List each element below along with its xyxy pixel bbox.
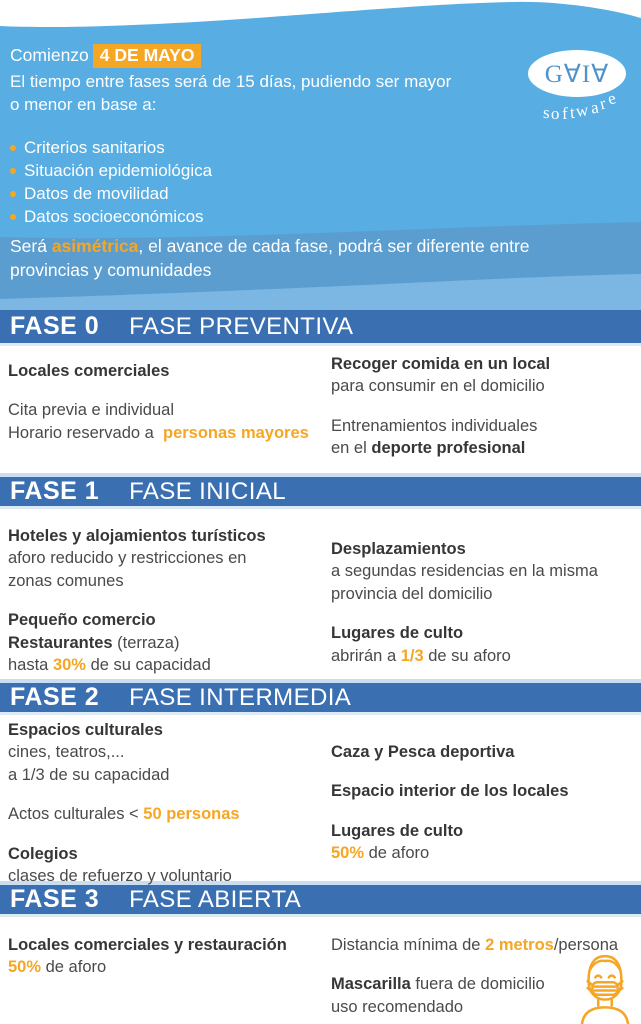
logo-subtitle-letter: e: [604, 88, 618, 109]
text-line: [8, 570, 323, 592]
fase-0-right-column: [331, 353, 633, 477]
text-segment: 2 metros: [485, 936, 554, 954]
text-segment: fuera de domicilio: [410, 975, 545, 994]
text-segment: de aforo: [364, 844, 430, 863]
text-segment: hasta: [8, 656, 53, 675]
logo-subtitle-letter: r: [597, 93, 608, 114]
text-segment: 50%: [331, 844, 365, 863]
text-segment: Entrenamientos individuales: [331, 416, 538, 435]
text-segment: deporte profesional: [371, 439, 526, 458]
text-segment: Será: [10, 236, 52, 256]
text-line: [331, 415, 633, 437]
gaia-wordmark: G∀I∀: [544, 60, 610, 88]
text-line: [8, 741, 323, 763]
text-block: [8, 609, 323, 676]
text-line: [331, 780, 633, 802]
text-segment: abrirán a: [331, 646, 401, 665]
hero-line-1: El tiempo entre fases será de 15 días, pudiendo ser mayor: [10, 71, 452, 91]
text-block: [8, 525, 323, 592]
phase-name: FASE INTERMEDIA: [129, 683, 352, 711]
text-segment: 50 personas: [143, 805, 240, 824]
text-line: [8, 719, 323, 741]
text-line: [331, 583, 633, 605]
text-block: [8, 934, 323, 979]
text-segment: Espacio interior de los locales: [331, 782, 569, 801]
text-line: [331, 437, 633, 459]
bullet-dot-icon: [10, 191, 16, 197]
criteria-list: [10, 136, 451, 229]
text-segment: Locales comerciales y restauración: [8, 936, 287, 954]
text-segment: Restaurantes: [8, 633, 113, 652]
text-segment: a segundas residencias en la misma: [331, 562, 598, 581]
text-segment: 50%: [8, 958, 42, 977]
text-line: [8, 609, 323, 631]
text-segment: aforo reducido y restricciones en: [8, 549, 247, 568]
text-segment: en el: [331, 439, 372, 458]
phase-name: FASE INICIAL: [129, 477, 287, 505]
list-item: [10, 182, 451, 205]
text-segment: 1/3: [400, 646, 424, 665]
asymmetric-note-band: [0, 222, 641, 310]
text-line: [331, 538, 633, 560]
hero-section: [0, 0, 641, 310]
text-block: [331, 820, 633, 865]
text-segment: Espacios culturales: [8, 721, 163, 739]
text-segment: de aforo: [41, 958, 107, 977]
text-line: [331, 375, 633, 397]
hero-text: [10, 44, 451, 228]
text-line: [331, 820, 633, 842]
text-line: [8, 399, 323, 421]
text-block: [8, 399, 323, 444]
text-block: [331, 538, 633, 605]
list-item-label: Situación epidemiológica: [24, 160, 213, 180]
phase-code: FASE 0: [10, 312, 100, 340]
text-line: [8, 764, 323, 786]
text-segment: de su aforo: [423, 646, 511, 665]
face-mask-icon: [576, 950, 634, 1024]
bullet-dot-icon: [10, 214, 16, 220]
text-block: [331, 415, 633, 460]
bullet-dot-icon: [10, 168, 16, 174]
fase-2-right-column: [331, 741, 633, 882]
text-block: [8, 719, 323, 786]
top-wave-decoration: [0, 0, 641, 30]
logo-subtitle-letter: f: [561, 103, 568, 124]
text-segment: 30%: [52, 656, 86, 675]
text-segment: clases de refuerzo y voluntario: [8, 867, 232, 886]
text-segment: Pequeño comercio: [8, 611, 156, 630]
text-segment: Distancia mínima de: [331, 936, 486, 954]
phase-name: FASE ABIERTA: [129, 885, 302, 913]
text-line: [8, 360, 323, 382]
text-line: [8, 525, 323, 547]
text-line: [8, 632, 323, 654]
text-segment: zonas comunes: [8, 571, 124, 590]
logo-subtitle-letter: a: [588, 97, 600, 118]
text-block: [331, 622, 633, 667]
text-segment: Lugares de culto: [331, 821, 464, 840]
list-item: [10, 136, 451, 159]
text-segment: para consumir en el domicilio: [331, 377, 545, 396]
text-segment: de su capacidad: [85, 656, 211, 675]
text-block: [8, 803, 323, 825]
text-segment: Locales comerciales: [8, 362, 170, 380]
phase-code: FASE 1: [10, 477, 100, 505]
list-item-label: Criterios sanitarios: [24, 137, 165, 157]
text-line: [331, 842, 633, 864]
start-date-badge: 4 DE MAYO: [93, 44, 202, 68]
text-segment: Caza y Pesca deportiva: [331, 743, 515, 761]
logo-subtitle-letter: w: [575, 100, 590, 121]
text-segment: /persona: [553, 936, 619, 954]
text-line: [10, 235, 530, 259]
phase-code: FASE 3: [10, 885, 100, 913]
start-date-prefix: Comienzo: [10, 45, 89, 65]
text-segment: Horario reservado a: [8, 423, 163, 442]
text-block: [8, 843, 323, 888]
phase-bar-fase-1: [0, 473, 641, 509]
fase-1-left-column: [8, 525, 323, 693]
logo-subtitle-letter: t: [568, 102, 575, 123]
phase-name: FASE PREVENTIVA: [129, 312, 354, 340]
text-line: [8, 422, 323, 444]
text-block: [8, 360, 323, 382]
asymmetric-note-text: [10, 235, 530, 282]
start-date-line: [10, 44, 451, 68]
gaia-logo: [528, 50, 632, 124]
fase-2-left-column: [8, 719, 323, 904]
logo-subtitle-letter: s: [542, 102, 550, 123]
text-segment: Lugares de culto: [331, 624, 464, 643]
fase-0-left-column: [8, 360, 323, 461]
text-segment: Cita previa e individual: [8, 401, 175, 420]
text-segment: Colegios: [8, 844, 78, 863]
text-line: [331, 645, 633, 667]
text-line: [331, 622, 633, 644]
text-segment: personas mayores: [163, 423, 309, 442]
text-segment: (terraza): [112, 633, 180, 652]
text-line: [8, 956, 323, 978]
fase-3-left-column: [8, 934, 323, 996]
text-line: [331, 560, 633, 582]
text-segment: cines, teatros,...: [8, 743, 125, 762]
text-line: [10, 259, 530, 283]
text-line: [331, 353, 633, 375]
text-line: [8, 843, 323, 865]
list-item-label: Datos socioeconómicos: [24, 207, 204, 227]
fase-1-right-column: [331, 538, 633, 684]
list-item: [10, 159, 451, 182]
text-line: [8, 547, 323, 569]
text-segment: Recoger comida en un local: [331, 355, 551, 373]
text-segment: uso recomendado: [331, 997, 464, 1016]
text-segment: Desplazamientos: [331, 540, 466, 558]
text-line: [8, 934, 323, 956]
text-line: [8, 865, 323, 887]
list-item-label: Datos de movilidad: [24, 183, 169, 203]
text-segment: asimétrica: [51, 236, 139, 256]
text-block: [331, 353, 633, 398]
phase-code: FASE 2: [10, 683, 100, 711]
text-segment: Mascarilla: [331, 975, 411, 994]
logo-subtitle-letter: o: [551, 103, 561, 124]
text-segment: Actos culturales <: [8, 805, 144, 824]
text-segment: a 1/3 de su capacidad: [8, 765, 170, 784]
gaia-logo-subtitle: [526, 88, 632, 124]
text-block: [331, 780, 633, 802]
text-line: [8, 803, 323, 825]
text-segment: provincia del domicilio: [331, 584, 493, 603]
phase-bar-fase-0: [0, 310, 641, 346]
text-block: [331, 741, 633, 763]
text-segment: Hoteles y alojamientos turísticos: [8, 527, 266, 545]
hero-line-2: o menor en base a:: [10, 95, 157, 114]
text-segment: , el avance de cada fase, podrá ser diferente entre: [138, 236, 530, 256]
text-line: [8, 654, 323, 676]
text-segment: provincias y comunidades: [10, 259, 212, 280]
text-line: [331, 741, 633, 763]
bullet-dot-icon: [10, 145, 16, 151]
